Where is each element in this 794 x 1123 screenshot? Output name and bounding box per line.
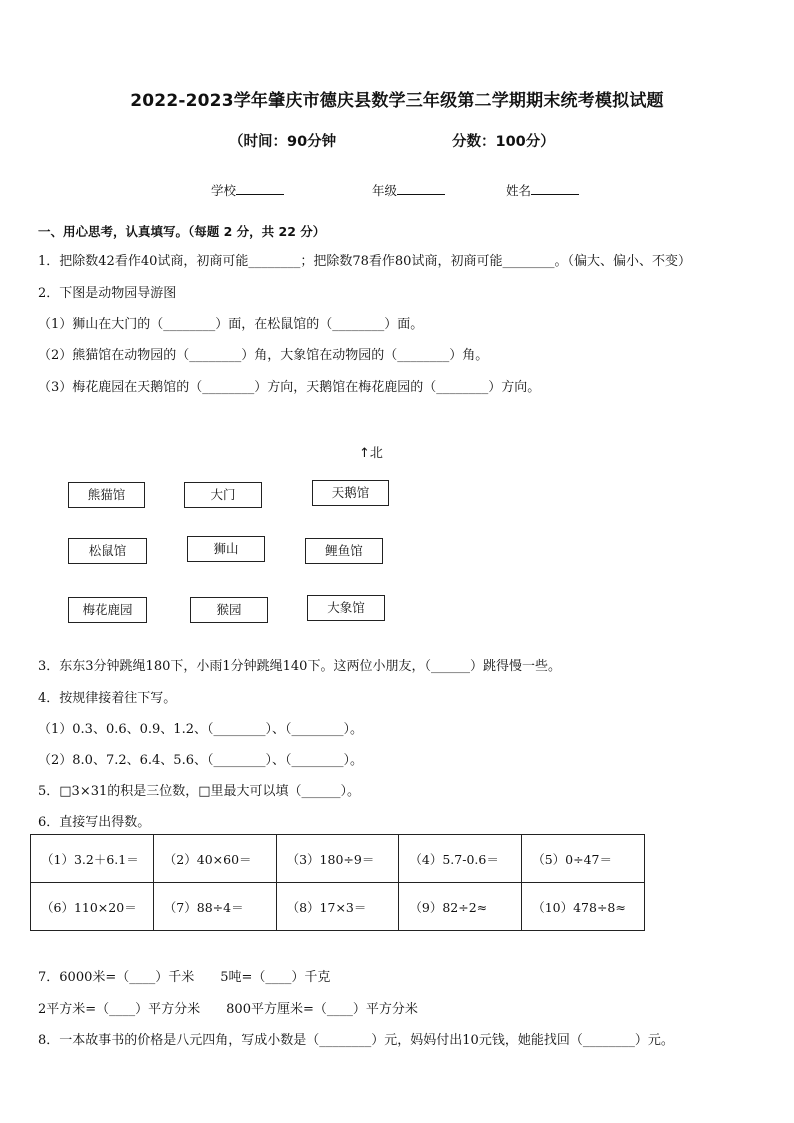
question-2-2: （2）熊猫馆在动物园的（________）角，大象馆在动物园的（________）角。	[38, 348, 489, 363]
section-heading: 一、用心思考，认真填写。（每题 2 分，共 22 分）	[38, 224, 326, 239]
question-7-line-1: 7．6000米=（____）千米 5吨=（____）千克	[38, 970, 331, 985]
question-7-line-2: 2平方米=（____）平方分米 800平方厘米=（____）平方分米	[38, 1002, 418, 1017]
exam-time: （时间：90分钟	[229, 134, 337, 150]
table-cell: （5）0÷47＝	[522, 835, 645, 883]
table-cell: （2）40×60＝	[153, 835, 276, 883]
question-4: 4．按规律接着往下写。	[38, 691, 177, 706]
table-cell: （9）82÷2≈	[399, 883, 522, 931]
name-field	[506, 181, 579, 199]
school-blank[interactable]	[236, 182, 284, 195]
north-arrow: ↑北	[359, 446, 383, 461]
calculation-table	[30, 834, 645, 931]
question-8: 8．一本故事书的价格是八元四角，写成小数是（________）元，妈妈付出10元钱，她能找回（________）元。	[38, 1033, 674, 1048]
map-box-gate: 大门	[184, 482, 262, 508]
map-box-panda: 熊猫馆	[68, 482, 145, 508]
table-cell: （8）17×3＝	[276, 883, 399, 931]
table-cell: （7）88÷4＝	[153, 883, 276, 931]
map-box-deer: 梅花鹿园	[68, 597, 147, 623]
map-box-swan: 天鹅馆	[312, 480, 389, 506]
question-5: 5．□3×31的积是三位数，□里最大可以填（______）。	[38, 784, 361, 799]
table-row	[31, 883, 645, 931]
exam-score: 分数：100分）	[452, 134, 555, 150]
school-field	[211, 181, 284, 199]
question-4-2: （2）8.0、7.2、6.4、5.6、（________）、（________）。	[38, 753, 363, 768]
map-box-elephant: 大象馆	[307, 595, 385, 621]
table-cell: （3）180÷9＝	[276, 835, 399, 883]
map-box-squirrel: 松鼠馆	[68, 538, 147, 564]
name-blank[interactable]	[531, 182, 579, 195]
question-1: 1．把除数42看作40试商，初商可能________；把除数78看作80试商，初商可能________。（偏大、偏小、不变）	[38, 254, 691, 269]
question-3: 3．东东3分钟跳绳180下，小雨1分钟跳绳140下。这两位小朋友，（______）跳得慢一些。	[38, 659, 561, 674]
question-2-1: （1）狮山在大门的（________）面，在松鼠馆的（________）面。	[38, 317, 424, 332]
grade-blank[interactable]	[397, 182, 445, 195]
table-cell: （4）5.7-0.6＝	[399, 835, 522, 883]
map-box-monkey: 猴园	[190, 597, 268, 623]
table-cell: （1）3.2＋6.1＝	[31, 835, 154, 883]
map-box-goldfish: 鲤鱼馆	[305, 538, 383, 564]
page-title: 2022-2023学年肇庆市德庆县数学三年级第二学期期末统考模拟试题	[130, 91, 664, 111]
table-row	[31, 835, 645, 883]
school-label: 学校	[211, 183, 237, 198]
table-cell: （10）478÷8≈	[522, 883, 645, 931]
grade-label: 年级	[372, 183, 398, 198]
map-box-lion: 狮山	[187, 536, 265, 562]
name-label: 姓名	[506, 183, 532, 198]
question-6: 6．直接写出得数。	[38, 815, 151, 830]
question-2: 2．下图是动物园导游图	[38, 286, 177, 301]
question-2-3: （3）梅花鹿园在天鹅馆的（________）方向，天鹅馆在梅花鹿园的（________）方向。	[38, 380, 541, 395]
question-4-1: （1）0.3、0.6、0.9、1.2、（________）、（________）。	[38, 722, 363, 737]
grade-field	[372, 181, 445, 199]
table-cell: （6）110×20＝	[31, 883, 154, 931]
